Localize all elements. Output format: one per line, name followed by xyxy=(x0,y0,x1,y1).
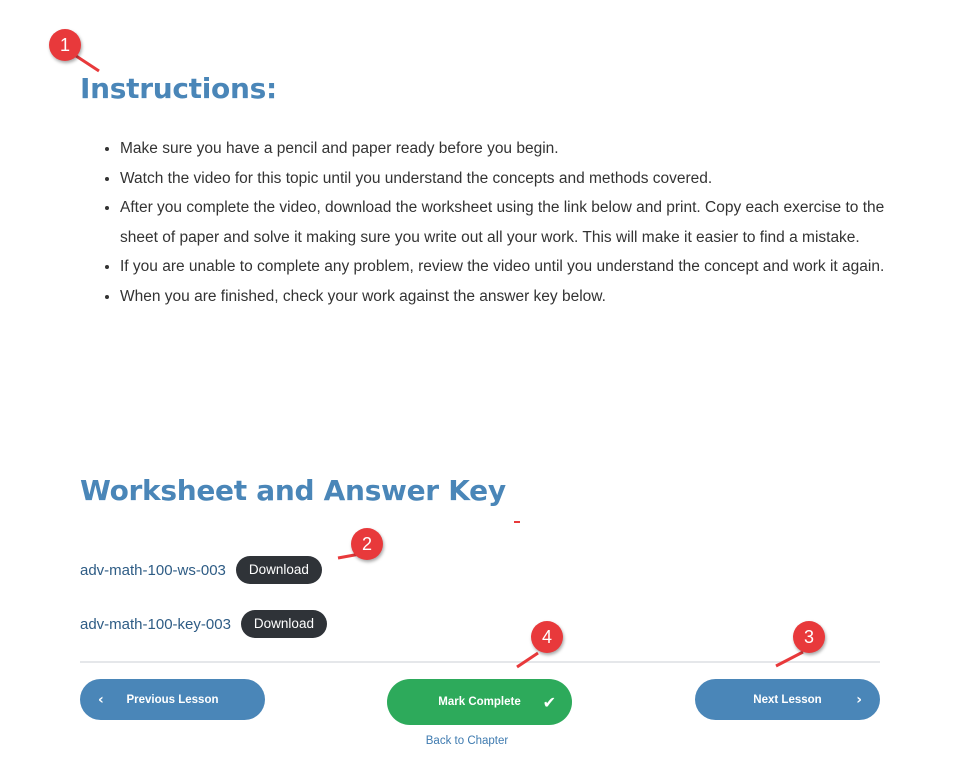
check-icon: ✔ xyxy=(542,692,556,712)
instructions-heading: Instructions: xyxy=(80,72,277,105)
worksheet-heading: Worksheet and Answer Key xyxy=(80,474,506,507)
annotation-marker-3: 3 xyxy=(793,621,825,653)
answer-key-file-link[interactable]: adv-math-100-key-003 xyxy=(80,615,231,633)
instruction-item: • When you are finished, check your work against the answer key below. xyxy=(120,282,910,312)
annotation-marker-4: 4 xyxy=(531,621,563,653)
annotation-marker-1: 1 xyxy=(49,29,81,61)
instruction-item: • Make sure you have a pencil and paper ready before you begin. xyxy=(120,134,910,164)
instruction-item: • Watch the video for this topic until you understand the concepts and methods covered. xyxy=(120,164,910,194)
annotation-marker-2: 2 xyxy=(351,528,383,560)
answer-key-download-button[interactable]: Download xyxy=(241,610,327,638)
previous-lesson-label: Previous Lesson xyxy=(126,693,219,706)
instruction-item: • If you are unable to complete any problem, review the video until you understand the concept and work it again. xyxy=(120,252,910,282)
instruction-item: • After you complete the video, download the worksheet using the link below and print. Copy each exercise to the sheet of paper and solve it making sure you write out all your work. This will make it easier to find a mistake. xyxy=(120,193,910,252)
chevron-left-icon: ‹ xyxy=(98,691,104,708)
next-lesson-label: Next Lesson xyxy=(753,693,822,706)
worksheet-download-button[interactable]: Download xyxy=(236,556,322,584)
mark-complete-label: Mark Complete xyxy=(438,696,521,708)
worksheet-file-link[interactable]: adv-math-100-ws-003 xyxy=(80,561,226,579)
chevron-right-icon: › xyxy=(856,691,862,708)
marker-3-arrow xyxy=(776,652,803,666)
marker-4-arrow xyxy=(517,653,538,667)
back-to-chapter-link[interactable]: Back to Chapter xyxy=(425,735,509,747)
